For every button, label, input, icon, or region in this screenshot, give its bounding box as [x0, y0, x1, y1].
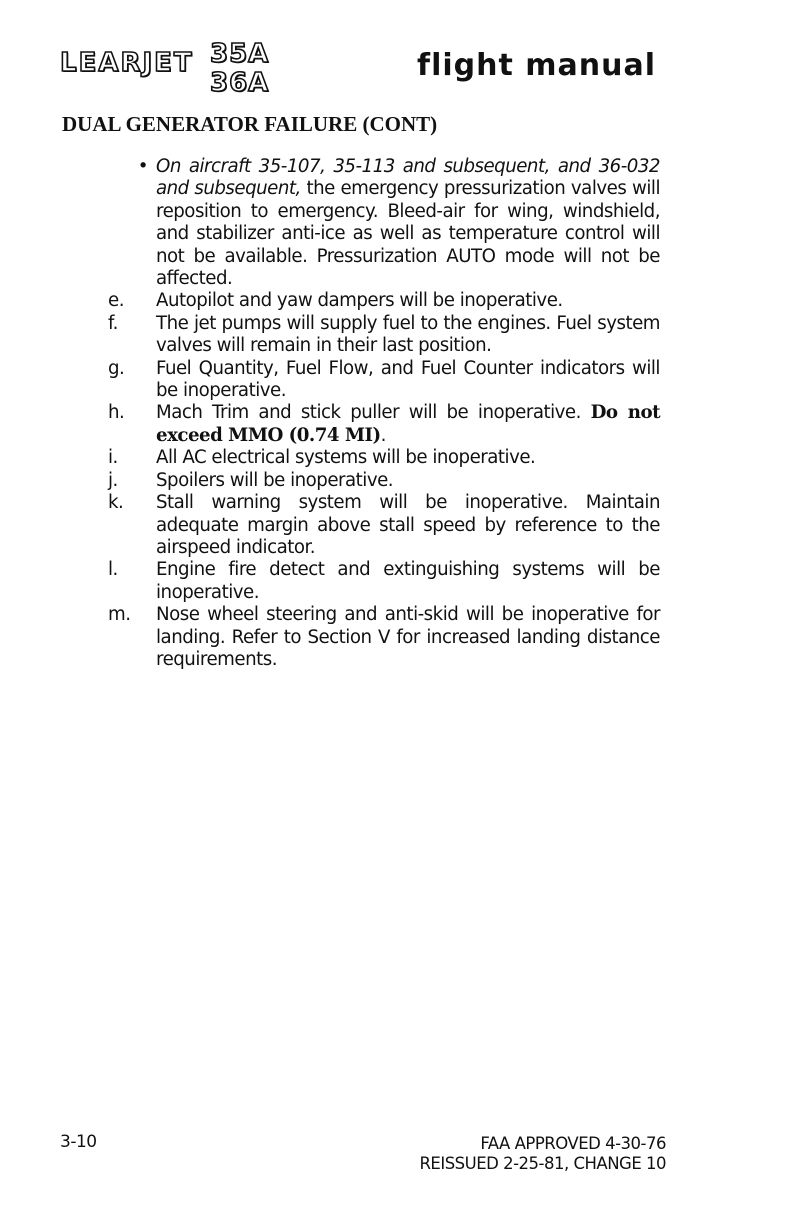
- list-item-g: [108, 358, 660, 403]
- bullet-body: the emergency pressurization valves will reposition to emergency. Bleed-air for wing, windshield, and stabilizer anti-ice as well as temperature control will not be available. Pressurization AUTO mode will not be affected.: [156, 178, 660, 290]
- list-item-l: [108, 559, 660, 604]
- item-text-h-warning: Do not exceed MMO (0.74 MI): [156, 402, 660, 446]
- item-text: The jet pumps will supply fuel to the engines. Fuel system valves will remain in their last position.: [156, 312, 660, 357]
- model-35a: 35A: [210, 39, 270, 69]
- faa-approval: FAA APPROVED 4-30-76: [480, 1134, 666, 1153]
- item-letter: f.: [108, 312, 118, 334]
- list-item-e: [108, 290, 660, 312]
- item-text: Nose wheel steering and anti-skid will be inoperative for landing. Refer to Section V for increased landing distance requirements.: [156, 604, 660, 670]
- bullet-marker: •: [137, 156, 148, 177]
- approval-block: [419, 1134, 666, 1174]
- list-item-i: [108, 447, 660, 469]
- manual-title: flight manual: [417, 48, 656, 83]
- item-text: Stall warning system will be inoperative. Maintain adequate margin above stall speed by reference to the airspeed indicator.: [156, 492, 660, 558]
- item-text: Autopilot and yaw dampers will be inoperative.: [156, 290, 563, 312]
- item-letter: e.: [108, 290, 124, 312]
- list-item-k: [108, 492, 660, 559]
- procedure-content: [108, 156, 660, 671]
- item-text-h: [156, 402, 660, 447]
- bullet-italic-lead: On aircraft 35-107, 35-113 and subsequent, and 36-032 and subsequent,: [156, 156, 660, 200]
- item-text-h-suffix: .: [380, 424, 386, 446]
- item-text: Fuel Quantity, Fuel Flow, and Fuel Counter indicators will be inoperative.: [156, 357, 660, 402]
- item-text: Spoilers will be inoperative.: [156, 469, 394, 491]
- item-letter: l.: [108, 559, 118, 581]
- page-number: 3-10: [60, 1132, 97, 1152]
- page-header: [60, 39, 660, 114]
- list-item-m: [108, 604, 660, 671]
- model-badge: [210, 40, 269, 98]
- item-letter: m.: [108, 604, 131, 626]
- list-item-f: [108, 313, 660, 358]
- list-item-h: [108, 402, 660, 447]
- item-text: Engine fire detect and extinguishing systems will be inoperative.: [156, 559, 660, 603]
- item-letter: g.: [108, 357, 125, 379]
- bullet-text: [156, 156, 660, 290]
- item-letter: h.: [108, 402, 125, 424]
- list-item-j: [108, 470, 660, 492]
- bullet-item: [108, 156, 660, 290]
- reissue-note: REISSUED 2-25-81, CHANGE 10: [419, 1154, 666, 1173]
- item-letter: k.: [108, 492, 124, 514]
- item-text-h-plain: Mach Trim and stick puller will be inoperative.: [156, 402, 591, 424]
- item-letter: i.: [108, 447, 118, 469]
- learjet-logo: LEARJET: [60, 48, 194, 78]
- item-letter: j.: [108, 469, 118, 491]
- section-title: DUAL GENERATOR FAILURE (CONT): [62, 112, 438, 136]
- model-36a: 36A: [210, 68, 270, 98]
- item-text: All AC electrical systems will be inoperative.: [156, 447, 536, 469]
